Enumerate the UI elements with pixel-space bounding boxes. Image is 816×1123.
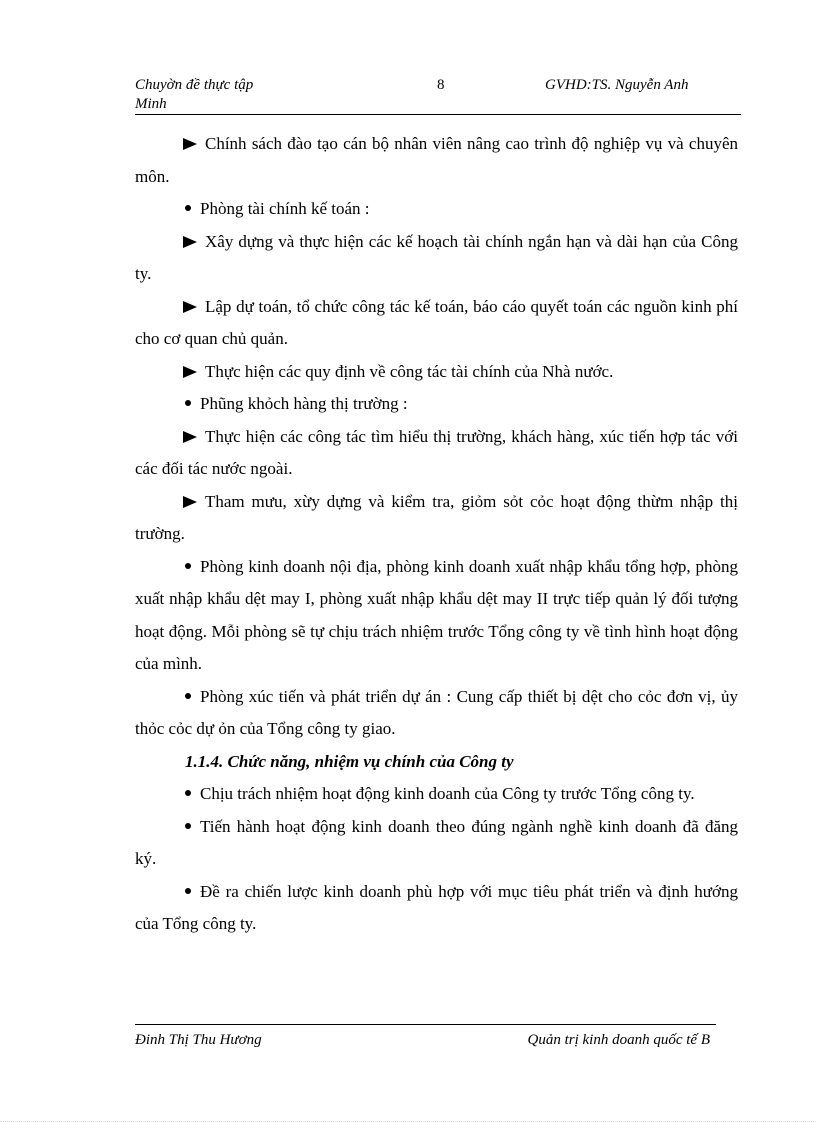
paragraph-business-lines: Tiến hành hoạt động kinh doanh theo đúng ngành nghề kinh doanh đã đăng ký. <box>135 816 738 868</box>
page-edge-divider <box>0 1121 816 1122</box>
paragraph-strategy: Đề ra chiến lược kinh doanh phù hợp với mục tiêu phát triển và định hướng của Tổng công ty. <box>135 881 738 933</box>
footer-author: Đinh Thị Thu Hương <box>135 1032 262 1048</box>
section-heading: 1.1.4. Chức năng, nhiệm vụ chính của Công ty <box>185 751 514 771</box>
arrow-bullet-icon <box>183 236 197 248</box>
bullet-dot-icon <box>185 790 191 796</box>
page-number: 8 <box>437 77 445 93</box>
header-supervisor-continued: Minh <box>135 96 167 112</box>
paragraph-responsibility: Chịu trách nhiệm hoạt động kinh doanh của Công ty trước Tổng công ty. <box>135 778 738 811</box>
bullet-dot-icon <box>185 693 191 699</box>
paragraph-market-research: Thực hiện các công tác tìm hiểu thị trường, khách hàng, xúc tiến hợp tác với các đối tác nước ngoài. <box>135 426 738 478</box>
paragraph-budgeting: Lập dự toán, tổ chức công tác kế toán, báo cáo quyết toán các nguồn kinh phí cho cơ quan chủ quản. <box>135 296 738 348</box>
paragraph-state-regulations: Thực hiện các quy định về công tác tài chính của Nhà nước. <box>135 356 738 389</box>
header-topic: Chuyờn đề thực tập <box>135 77 254 93</box>
paragraph-training-policy: Chính sách đào tạo cán bộ nhân viên nâng cao trình độ nghiệp vụ và chuyên môn. <box>135 134 738 186</box>
page-header <box>135 76 741 115</box>
bullet-dot-icon <box>185 823 191 829</box>
paragraph-market-dept: Phũng khỏch hàng thị trường : <box>135 388 738 421</box>
paragraph-finance-plans: Xây dựng và thực hiện các kế hoạch tài chính ngắn hạn và dài hạn của Công ty. <box>135 231 738 283</box>
bullet-dot-icon <box>185 888 191 894</box>
bullet-dot-icon <box>185 563 191 569</box>
document-body <box>135 128 738 941</box>
paragraph-finance-dept: Phòng tài chính kế toán : <box>135 193 738 226</box>
bullet-dot-icon <box>185 400 191 406</box>
page-footer <box>135 1024 716 1051</box>
footer-program: Quản trị kinh doanh quốc tế B <box>527 1032 710 1048</box>
arrow-bullet-icon <box>183 496 197 508</box>
arrow-bullet-icon <box>183 138 197 150</box>
paragraph-business-depts: Phòng kinh doanh nội địa, phòng kinh doanh xuất nhập khẩu tổng hợp, phòng xuất nhập khẩu dệt may I, phòng xuất nhập khẩu dệt may II trực tiếp quản lý đối tượng hoạt động. Mỗi phòng sẽ tự chịu trách nhiệm trước Tổng công ty về tình hình hoạt động của mình. <box>135 556 738 673</box>
arrow-bullet-icon <box>183 431 197 443</box>
header-supervisor: GVHD:TS. Nguyễn Anh <box>545 77 689 93</box>
paragraph-market-entry: Tham mưu, xừy dựng và kiểm tra, giỏm sỏt cỏc hoạt động thừm nhập thị trường. <box>135 491 738 543</box>
paragraph-project-dept: Phòng xúc tiến và phát triển dự án : Cung cấp thiết bị dệt cho cỏc đơn vị, ủy thỏc cỏc dự ỏn của Tổng công ty giao. <box>135 686 738 738</box>
arrow-bullet-icon <box>183 301 197 313</box>
arrow-bullet-icon <box>183 366 197 378</box>
bullet-dot-icon <box>185 205 191 211</box>
